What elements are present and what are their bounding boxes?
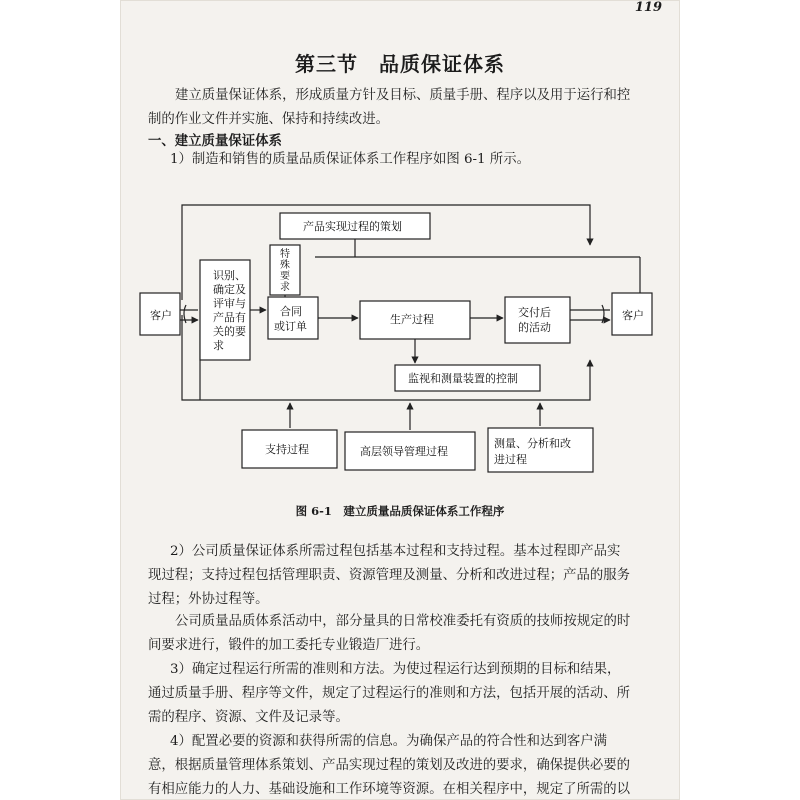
- figure-caption: 图 6-1 建立质量品质保证体系工作程序: [295, 504, 505, 518]
- production-label: 生产过程: [390, 313, 434, 326]
- intro-paragraph: [148, 84, 658, 132]
- book-page: [120, 0, 680, 800]
- post-delivery-box: [505, 297, 570, 343]
- text-line: 公司质量品质体系活动中，部分量具的日常校准委托有资质的技师按规定的时: [175, 614, 631, 629]
- section-title: 第三节 品质保证体系: [295, 52, 505, 76]
- text-line: 2）公司质量保证体系所需过程包括基本过程和支持过程。基本过程即产品实: [170, 544, 621, 559]
- special-char: 求: [280, 282, 290, 293]
- item-3: [148, 658, 658, 730]
- customer-left-label: 客户: [150, 309, 172, 322]
- support-label: 支持过程: [265, 443, 309, 456]
- post-delivery-line: 交付后: [518, 306, 551, 319]
- identify-line: 求: [213, 339, 224, 352]
- identify-line: 确定及: [213, 283, 246, 296]
- identify-line: 识别、: [213, 269, 246, 282]
- item-2b: [148, 610, 658, 658]
- identify-line: 产品有: [213, 311, 246, 324]
- text-line: 制的作业文件并实施、保持和持续改进。: [148, 112, 390, 127]
- monitor-label: 监视和测量装置的控制: [408, 372, 518, 385]
- item-1: [170, 148, 530, 172]
- special-char: 殊: [280, 260, 290, 271]
- special-char: 特: [280, 249, 290, 260]
- management-label: 高层领导管理过程: [360, 445, 448, 458]
- text-line: 间要求进行，锻件的加工委托专业锻造厂进行。: [148, 638, 430, 653]
- identify-line: 评审与: [213, 297, 246, 310]
- contract-line: 合同: [280, 305, 302, 318]
- text-line: 1）制造和销售的质量品质保证体系工作程序如图 6-1 所示。: [170, 152, 530, 167]
- item-4: [148, 730, 658, 800]
- text-line: 过程；外协过程等。: [148, 592, 269, 607]
- flow-diagram: [120, 185, 680, 495]
- text-line: 建立质量保证体系，形成质量方针及目标、质量手册、程序以及用于运行和控: [175, 88, 631, 103]
- item-2: [148, 540, 658, 612]
- planning-label: 产品实现过程的策划: [303, 220, 402, 233]
- text-line: 3）确定过程运行所需的准则和方法。为使过程运行达到预期的目标和结果，: [170, 662, 621, 677]
- page-number: 119: [634, 0, 662, 15]
- text-line: 需的程序、资源、文件及记录等。: [148, 710, 349, 725]
- text-line: 现过程；支持过程包括管理职责、资源管理及测量、分析和改进过程；产品的服务: [148, 568, 631, 583]
- measure-line: 测量、分析和改: [494, 437, 571, 450]
- text-line: 意，根据质量管理体系策划、产品实现过程的策划及改进的要求，确保提供必要的: [148, 758, 631, 773]
- post-delivery-line: 的活动: [518, 321, 551, 334]
- text-line: 通过质量手册、程序等文件，规定了过程运行的准则和方法，包括开展的活动、所: [148, 686, 631, 701]
- special-char: 要: [280, 271, 290, 282]
- customer-right-label: 客户: [622, 309, 644, 322]
- subsection-heading: 一、建立质量保证体系: [148, 133, 282, 149]
- text-line: 4）配置必要的资源和获得所需的信息。为确保产品的符合性和达到客户满: [170, 734, 608, 749]
- text-line: 有相应能力的人力、基础设施和工作环境等资源。在相关程序中，规定了所需的以: [148, 782, 631, 797]
- contract-line: 或订单: [274, 320, 307, 333]
- identify-line: 关的要: [213, 325, 246, 338]
- measure-line: 进过程: [494, 453, 527, 466]
- customer-left-arrow: [180, 310, 198, 320]
